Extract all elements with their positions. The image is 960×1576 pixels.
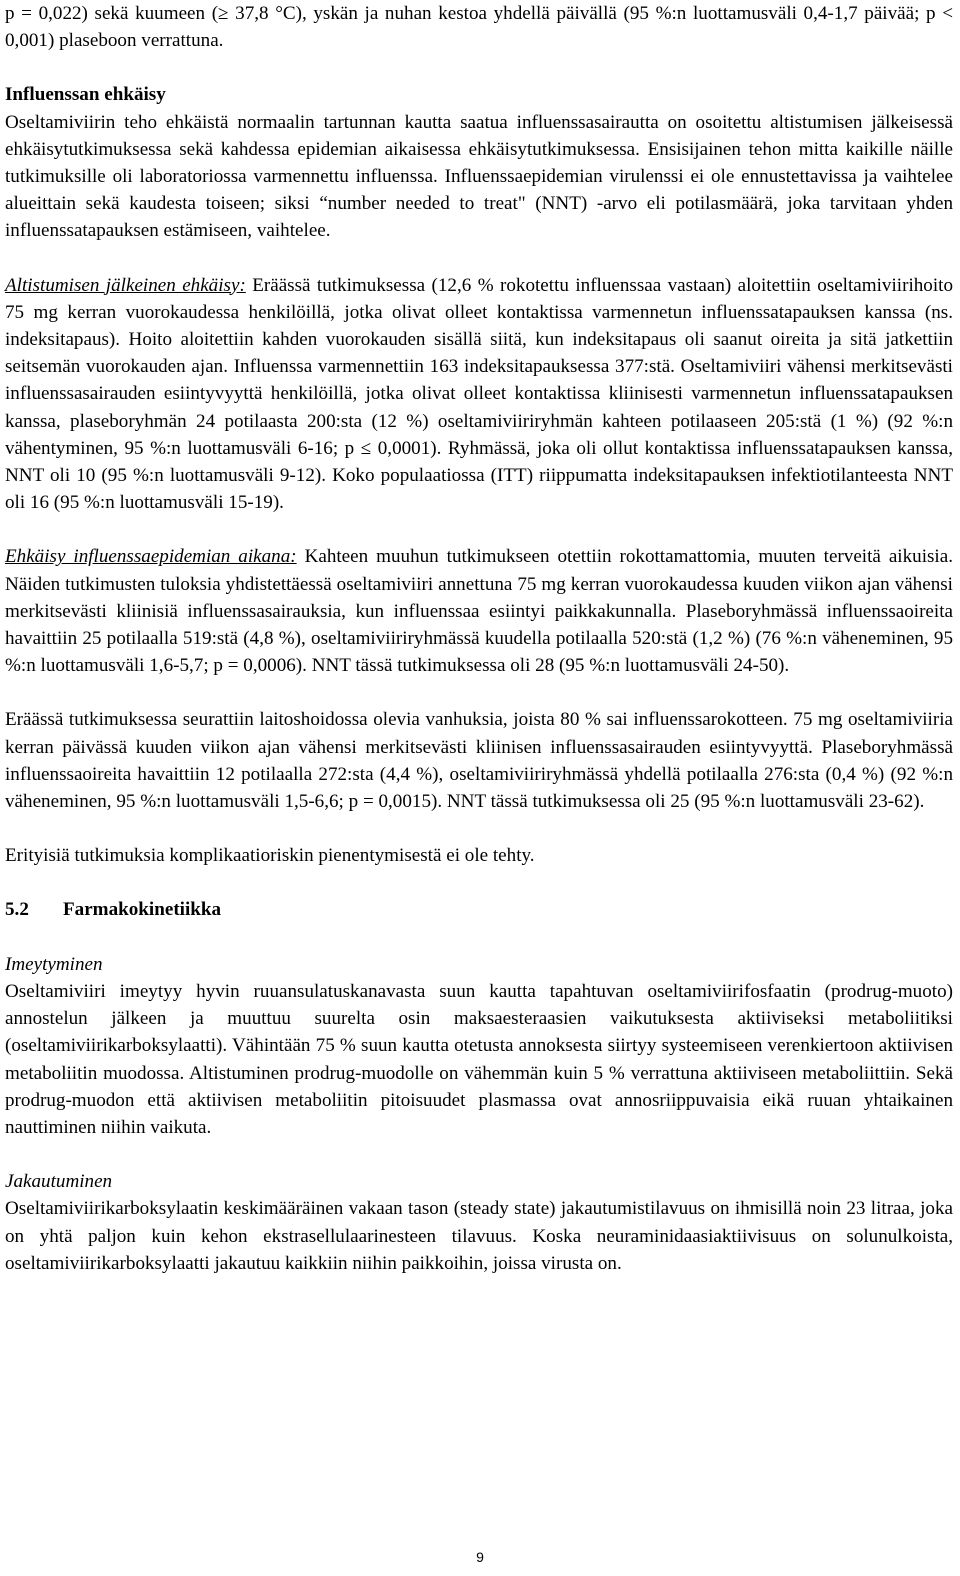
absorption-paragraph: Oseltamiviiri imeytyy hyvin ruuansulatuskanavasta suun kautta tapahtuvan oseltamiviirifosfaatin (prodrug-muoto) annostelun jälkeen ja muuttuu suurelta osin maksaesteraasien vaikutuksesta aktiiviseksi metaboliitiksi (oseltamiviirikarboksylaatti). Vähintään 75 % suun kautta otetusta annoksesta siirtyy systeemiseen verenkiertoon aktiivisen metaboliitin muodossa. Altistuminen prodrug-muodolle on vähemmän kuin 5 % verrattuna aktiiviseen metaboliittiin. Sekä prodrug-muodon että aktiivisen metaboliitin pitoisuudet plasmassa ovat annosriippuvaisia eikä ruuan yhtaikainen nauttiminen niihin vaikuta. [5,980,953,1138]
section-heading-influenza-prevention: Influenssan ehkäisy [5,84,166,106]
post-exposure-paragraph [5,272,953,517]
spacer [5,924,953,951]
spacer [5,1141,953,1168]
distribution-paragraph: Oseltamiviirikarboksylaatin keskimääräinen vakaan tason (steady state) jakautumistilavuus on ihmisillä noin 23 litraa, joka on yhtä paljon kuin kehon ekstrasellulaarinesteen tilavuus. Koska neuraminidaasiaktiivisuus on solunulkoista, oseltamiviirikarboksylaatti jakautuu kaikkiin niihin paikkoihin, joissa virusta on. [5,1198,953,1274]
spacer [5,679,953,706]
intro-paragraph: p = 0,022) sekä kuumeen (≥ 37,8 °C), yskän ja nuhan kestoa yhdellä päivällä (95 %:n luottamusväli 0,4-1,7 päivää; p < 0,001) plaseboon verrattuna. [5,3,953,52]
document-page [5,0,953,1277]
post-exposure-text: Eräässä tutkimuksessa (12,6 % rokotettu influenssaa vastaan) aloitettiin oseltamiviirihoito 75 mg kerran vuorokaudessa henkilöillä, jotka olivat olleet kontaktissa varmennetun influenssatapauksen kanssa (ns. indeksitapaus). Hoito aloitettiin kahden vuorokauden sisällä siitä, kun indeksitapaus oli saanut oireita ja sitä jatkettiin seitsemän vuorokauden ajan. Influenssa varmennettiin 163 indeksitapauksessa 377:stä. Oseltamiviiri vähensi merkitsevästi influenssasairauden esiintyvyyttä henkilöillä, jotka olivat olleet kontaktissa kliinisesti varmennetun influenssatapauksen kanssa, plaseboryhmän 24 potilaasta 200:sta (12 %) oseltamiviiriryhmän kahteen potilaaseen 205:stä (1 %) (92 %:n vähentyminen, 95 %:n luottamusväli 6-16; p ≤ 0,0001). Ryhmässä, joka oli ollut kontaktissa influenssatapauksen kanssa, NNT oli 10 (95 %:n luottamusväli 9-12). Koko populaatiossa (ITT) riippumatta indeksitapauksen infektiotilanteesta NNT oli 16 (95 %:n luottamusväli 15-19). [5,274,953,514]
subheading-absorption: Imeytyminen [5,953,103,975]
post-exposure-label: Altistumisen jälkeinen ehkäisy: [5,274,246,296]
epidemic-prevention-paragraph [5,543,953,679]
subheading-distribution: Jakautuminen [5,1171,113,1193]
section-number: 5.2 [5,899,29,921]
elderly-study-paragraph: Eräässä tutkimuksessa seurattiin laitoshoidossa olevia vanhuksia, joista 80 % sai influenssarokotteen. 75 mg oseltamiviiria kerran päivässä kuuden viikon ajan vähensi merkitsevästi kliinisen influenssasairauden esiintyvyyttä. Plaseboryhmässä influenssaoireita havaittiin 12 potilaalla 272:sta (4,4 %), oseltamiviiriryhmässä yhdellä potilaalla 276:sta (0,4 %) (92 %:n väheneminen, 95 %:n luottamusväli 1,5-6,6; p = 0,0015). NNT tässä tutkimuksessa oli 25 (95 %:n luottamusväli 23-62). [5,709,953,813]
spacer [5,54,953,81]
page-number: 9 [476,1549,484,1565]
section-title: Farmakokinetiikka [63,899,222,921]
complication-note: Erityisiä tutkimuksia komplikaatioriskin pienentymisestä ei ole tehty. [5,845,535,867]
section-heading-pharmacokinetics [5,896,953,923]
influenza-prevention-paragraph: Oseltamiviirin teho ehkäistä normaalin tartunnan kautta saatua influenssasairautta on osoitettu altistumisen jälkeisessä ehkäisytutkimuksessa sekä kahdessa epidemian aikaisessa ehkäisytutkimuksessa. Ensisijainen tehon mitta kaikille näille tutkimuksille oli laboratoriossa varmennettu influenssa. Influenssaepidemian virulenssi ei ole ennustettavissa ja vaihtelee alueittain sekä kaudesta toiseen; siksi “number needed to treat" (NNT) -arvo eli potilasmäärä, joka tarvitaan yhden influenssatapauksen estämiseen, vaihtelee. [5,111,953,242]
spacer [5,869,953,896]
epidemic-prevention-text: Kahteen muuhun tutkimukseen otettiin rokottamattomia, muuten terveitä aikuisia. Näiden tutkimusten tuloksia yhdistettäessä oseltamiviiri annettuna 75 mg kerran vuorokaudessa kuuden viikon ajan vähensi merkitsevästi kliinisiä influenssasairauksia, kun influenssaa esiintyi paikkakunnalla. Plaseboryhmässä influenssaoireita havaittiin 25 potilaalla 519:stä (4,8 %), oseltamiviiriryhmässä kuudella potilaalla 520:stä (1,2 %) (76 %:n väheneminen, 95 %:n luottamusväli 1,6-5,7; p = 0,0006). NNT tässä tutkimuksessa oli 28 (95 %:n luottamusväli 24-50). [5,546,953,677]
spacer [5,815,953,842]
spacer [5,245,953,272]
epidemic-prevention-label: Ehkäisy influenssaepidemian aikana: [5,546,297,568]
spacer [5,516,953,543]
